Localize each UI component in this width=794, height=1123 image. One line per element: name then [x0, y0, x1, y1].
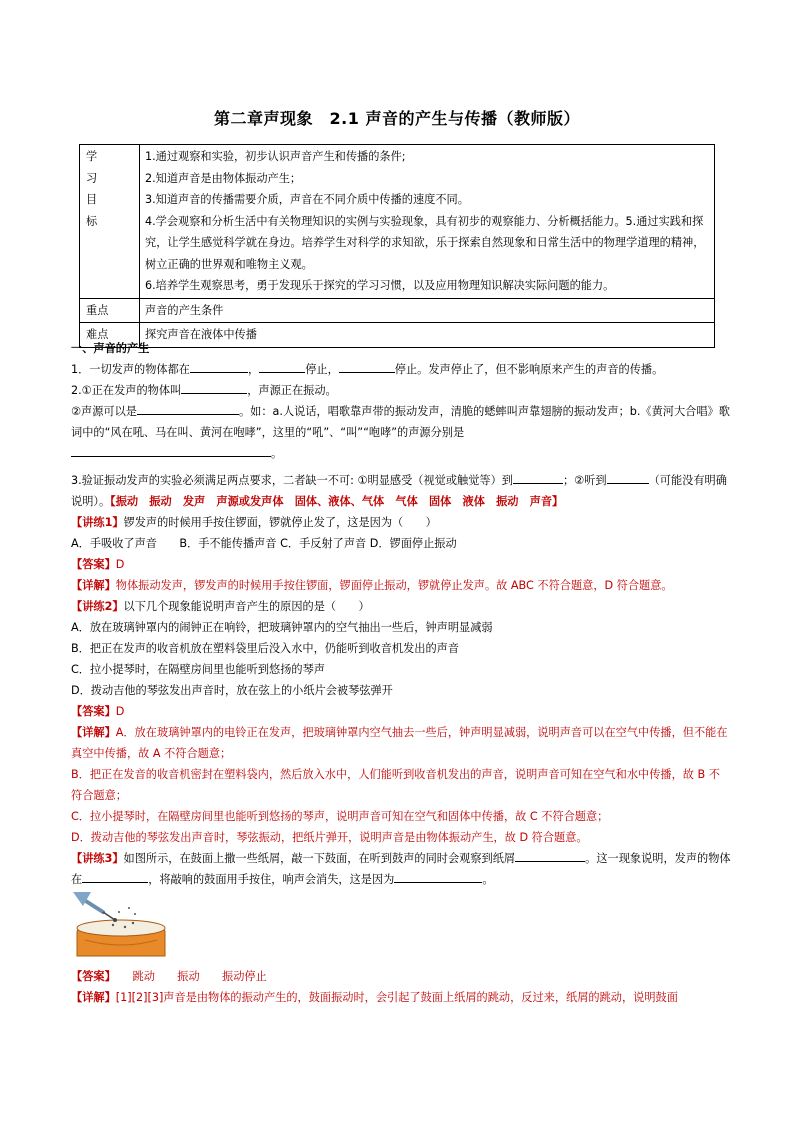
- answer-blank: [607, 470, 649, 484]
- exercise-1-stem: [71, 512, 731, 533]
- goals-header-char: 标: [86, 214, 98, 228]
- answer-value: D: [115, 705, 125, 718]
- exercise-stem: 锣发声的时候用手按住锣面，锣就停止发了，这是因为（ ）: [123, 516, 437, 529]
- exercise-2-option: A．放在玻璃钟罩内的闹钟正在响铃，把玻璃钟罩内的空气抽出一些后，钟声明显减弱: [71, 621, 493, 634]
- question-text: ，: [248, 363, 260, 376]
- goals-row: [80, 145, 715, 299]
- detail-label: 【详解】: [71, 726, 116, 739]
- question-text: ，声源正在振动。: [247, 384, 337, 397]
- question-text: 。: [271, 447, 283, 460]
- exercise-2-detail: B．把正在发音的收音机密封在塑料袋内，然后放入水中，人们能听到收音机发出的声音，说明声音可知在空气和水中传播，故 B 不符合题意；: [71, 768, 720, 802]
- question-2: [71, 380, 731, 401]
- main-content: [71, 338, 731, 1008]
- answer-blank: [71, 443, 271, 457]
- key-point-row: [80, 298, 715, 323]
- exercise-2-answer: [71, 701, 731, 722]
- exercise-2-stem: [71, 596, 731, 617]
- exercise-label: 【讲练2】: [71, 600, 124, 613]
- exercise-3-stem: [71, 848, 731, 890]
- question-text: ；②听到: [562, 474, 607, 487]
- question-3: [71, 470, 731, 512]
- detail-text: [1][2][3]声音是由物体的振动产生的，鼓面振动时，会引起了鼓面上纸屑的跳动，反过来，纸屑的跳动，说明鼓面: [115, 991, 678, 1004]
- answer-blank: [513, 470, 563, 484]
- page-title: 第二章声现象 2.1 声音的产生与传播（教师版）: [214, 109, 580, 128]
- drum-with-paper-scraps-figure: [73, 892, 169, 958]
- question-text: 。如：a.人说话，唱歌靠声带的振动发声，清脆的蟋蟀叫声靠翅膀的振动发声；b.《黄河大合唱》歌词中的“风在吼、马在叫、黄河在咆哮”，这里的“吼”、“叫”“咆哮”的声源分别是: [71, 405, 730, 439]
- difficult-point-label: 难点: [80, 323, 140, 348]
- goal-item: 1.通过观察和实验，初步认识声音产生和传播的条件;: [145, 150, 406, 163]
- question-1: [71, 359, 731, 380]
- answer-blank: [515, 848, 585, 862]
- answer-blank: [137, 401, 239, 415]
- learning-goals-table: [79, 144, 715, 348]
- detail-text: 物体振动发声，锣发声的时候用手按住锣面，锣面停止振动，锣就停止发声。故 ABC 不符合题意，D 符合题意。: [115, 579, 673, 592]
- goal-item: 6.培养学生观察思考，勇于发现乐于探究的学习习惯，以及应用物理知识解决实际问题的能力。: [145, 279, 615, 292]
- goals-header-char: 习: [86, 171, 98, 185]
- exercise-2-detail: [71, 722, 731, 764]
- key-point-label: 重点: [80, 298, 140, 323]
- answer-blank: [394, 869, 482, 883]
- exercise-stem: 如图所示，在鼓面上撒一些纸屑，敲一下鼓面，在听到鼓声的同时会观察到纸屑: [123, 852, 516, 865]
- goal-item: 2.知道声音是由物体振动产生；: [145, 171, 302, 185]
- section-heading: 一、声音的产生: [71, 342, 150, 355]
- exercise-2-option: D．拨动吉他的琴弦发出声音时，放在弦上的小纸片会被琴弦弹开: [71, 684, 393, 697]
- exercise-stem: 。这一现象说明，发声的物体在: [71, 852, 731, 886]
- question-text: 2.①正在发声的物体叫: [71, 384, 182, 397]
- question-text: ②声源可以是: [71, 405, 137, 418]
- exercise-2-option: B．把正在发声的收音机放在塑料袋里后没入水中，仍能听到收音机发出的声音: [71, 642, 460, 655]
- exercise-1-answer: [71, 554, 731, 575]
- question-text: （可能没有明确说明）。: [71, 474, 727, 508]
- goal-item: 3.知道声音的传播需要介质，声音在不同介质中传播的速度不同。: [145, 193, 469, 206]
- exercise-3-detail: [71, 987, 731, 1008]
- detail-label: 【详解】: [71, 991, 116, 1004]
- goals-header-char: 目: [86, 193, 98, 206]
- exercise-1-detail: [71, 575, 731, 596]
- answer-value: D: [115, 558, 125, 571]
- exercise-3-answer: [71, 966, 731, 987]
- question-text: 1．一切发声的物体都在: [71, 363, 190, 376]
- answer-label: 【答案】: [71, 558, 116, 571]
- exercise-stem: 以下几个现象能说明声音产生的原因的是（ ）: [123, 600, 370, 613]
- detail-label: 【详解】: [71, 579, 116, 592]
- answer-label: 【答案】: [71, 705, 116, 718]
- answer-blank: [82, 869, 148, 883]
- exercise-stem: ，将敲响的鼓面用手按住，响声会消失，这是因为: [148, 873, 395, 886]
- detail-text: A．放在玻璃钟罩内的电铃正在发声，把玻璃钟罩内空气抽去一些后，钟声明显减弱，说明声音可以在空气中传播，但不能在真空中传播，故 A 不符合题意；: [71, 726, 728, 760]
- question-2b: [71, 401, 731, 464]
- key-point-value: 声音的产生条件: [140, 298, 715, 323]
- exercise-2-detail: C．拉小提琴时，在隔壁房间里也能听到悠扬的琴声，说明声音可知在空气和固体中传播，故 C 不符合题意；: [71, 810, 609, 823]
- answer-blank: [259, 359, 305, 373]
- goals-content-cell: [140, 145, 715, 299]
- goal-item: 4.学会观察和分析生活中有关物理知识的实例与实验现象，具有初步的观察能力、分析概括能力。5.通过实践和探究，让学生感觉科学就在身边。培养学生对科学的求知欲，乐于探索自然现象和日常生活中的物理学道理的精神，树立正确的世界观和唯物主义观。: [145, 214, 705, 271]
- question-text: 3.验证振动发声的实验必须满足两点要求，二者缺一不可: ①明显感受（视觉或触觉等）到: [71, 474, 513, 487]
- fill-in-answers: 【振动 振动 发声 声源或发声体 固体、液体、气体 气体 固体 液体 振动 声音】: [110, 495, 564, 508]
- answer-blank: [181, 380, 247, 394]
- question-text: 停止，: [305, 363, 339, 376]
- exercise-label: 【讲练1】: [71, 516, 124, 529]
- exercise-1-options: A．手吸收了声音 B．手不能传播声音 C．手反射了声音 D．锣面停止振动: [71, 537, 457, 550]
- answer-value: 跳动 振动 振动停止: [110, 970, 267, 983]
- exercise-2-option: C．拉小提琴时，在隔壁房间里也能听到悠扬的琴声: [71, 663, 325, 676]
- goals-header-cell: [80, 145, 140, 299]
- exercise-stem: 。: [482, 873, 494, 886]
- answer-blank: [190, 359, 248, 373]
- answer-label: 【答案】: [71, 970, 111, 983]
- exercise-2-detail: D．拨动吉他的琴弦发出声音时，琴弦振动，把纸片弹开，说明声音是由物体振动产生，故 D 符合题意。: [71, 831, 588, 844]
- answer-blank: [339, 359, 395, 373]
- exercise-label: 【讲练3】: [71, 852, 124, 865]
- question-text: 停止。发声停止了，但不影响原来产生的声音的传播。: [394, 363, 664, 376]
- difficult-point-value: 探究声音在液体中传播: [140, 323, 715, 348]
- goals-header-char: 学: [86, 150, 98, 163]
